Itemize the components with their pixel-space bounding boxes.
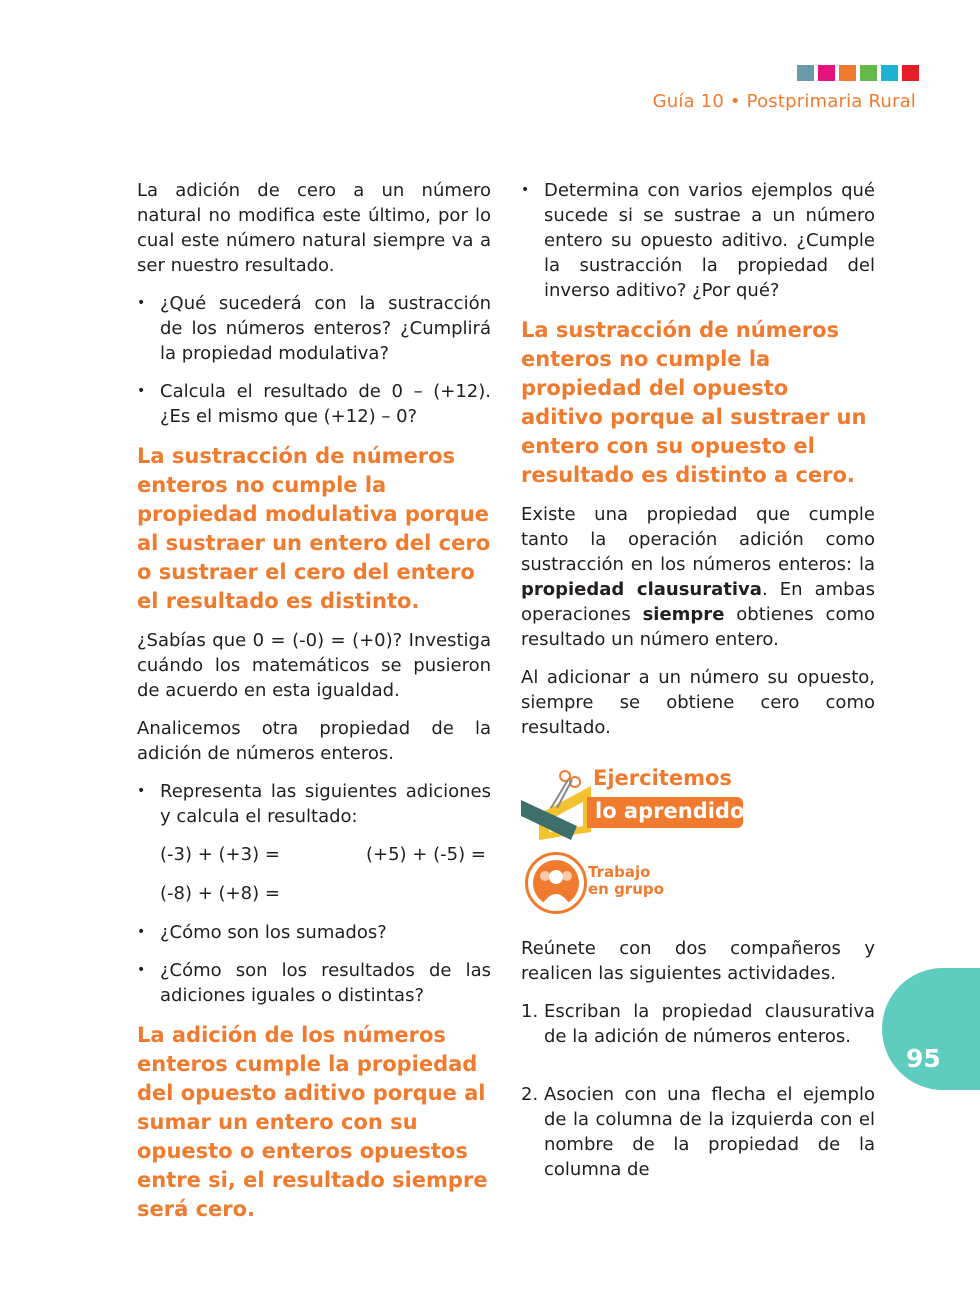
left-column [137, 178, 491, 1236]
bullet-item: • ¿Cómo son los sumados? [137, 920, 491, 945]
highlight-statement: La adición de los números enteros cumple la propiedad del opuesto aditivo porque al sumar un entero con su opuesto o enteros opuestos entre si, el resultado siempre será cero. [137, 1023, 488, 1221]
operation: (+5) + (-5) = [366, 844, 486, 865]
bold-term: propiedad clausurativa [521, 579, 762, 600]
highlight-statement: La sustracción de números enteros no cumple la propiedad modulativa porque al sustraer un entero del cero o sustraer el cero del entero el resultado es distinto. [137, 444, 491, 613]
group-icon [525, 852, 587, 914]
existe-paragraph [521, 502, 875, 652]
bullet-item: • Representa las siguientes adiciones y calcula el resultado: [137, 779, 491, 829]
intro-paragraph: La adición de cero a un número natural no modifica este último, por lo cual este número natural siempre va a ser nuestro resultado. [137, 180, 491, 276]
item-number: 1. [521, 1001, 539, 1022]
color-square [860, 65, 877, 81]
ruler-scissors-icon [521, 764, 591, 844]
item-text: Escriban la propiedad clausurativa de la adición de números enteros. [544, 1001, 875, 1047]
bullet-item: • ¿Qué sucederá con la sustracción de los números enteros? ¿Cumplirá la propiedad modulativa? [137, 291, 491, 366]
guide-title: Guía 10 • Postprimaria Rural [652, 91, 916, 112]
color-square [797, 65, 814, 81]
bullet-item: • Determina con varios ejemplos qué sucede si se sustrae a un número entero su opuesto aditivo. ¿Cumple la sustracción la propiedad del inverso aditivo? ¿Por qué? [521, 178, 875, 303]
reunete-paragraph: Reúnete con dos compañeros y realicen las siguientes actividades. [521, 938, 875, 984]
color-squares-decoration [797, 65, 919, 81]
al-adicionar-paragraph: Al adicionar a un número su opuesto, siempre se obtiene cero como resultado. [521, 667, 875, 738]
item-text: Asocien con una flecha el ejemplo de la columna de la izquierda con el nombre de la propiedad de la columna de [544, 1084, 875, 1180]
operation: (-8) + (+8) = [160, 883, 280, 904]
sabias-paragraph: ¿Sabías que 0 = (-0) = (+0)? Investiga cuándo los matemáticos se pusieron de acuerdo en esta igualdad. [137, 630, 491, 701]
bullet-item: • ¿Cómo son los resultados de las adiciones iguales o distintas? [137, 958, 491, 1008]
numbered-item [521, 1082, 875, 1182]
operations-row [137, 842, 491, 867]
highlight-statement: La sustracción de números enteros no cumple la propiedad del opuesto aditivo porque al sustraer un entero con su opuesto el resultado es distinto a cero. [521, 318, 867, 487]
badge-title-line1: Ejercitemos [593, 766, 732, 790]
existe-text: obtienes como resultado un número entero. [521, 604, 875, 650]
color-square [902, 65, 919, 81]
existe-text: . En ambas operaciones [521, 579, 875, 625]
operations-row [137, 881, 491, 906]
badge-title-line2: lo aprendido [595, 799, 745, 823]
analicemos-paragraph: Analicemos otra propiedad de la adición de números enteros. [137, 718, 491, 764]
group-label-line1: Trabajo [588, 863, 651, 881]
right-column [521, 178, 875, 1195]
bold-term: siempre [642, 604, 725, 625]
existe-text: Existe una propiedad que cumple tanto la operación adición como sustracción en los números enteros: la [521, 504, 875, 575]
color-square [839, 65, 856, 81]
ejercitemos-badge [521, 764, 875, 844]
page-number: 95 [906, 1044, 941, 1073]
trabajo-en-grupo-badge [521, 852, 875, 918]
color-square [818, 65, 835, 81]
numbered-item [521, 999, 875, 1049]
item-number: 2. [521, 1084, 539, 1105]
operation: (-3) + (+3) = [160, 844, 280, 865]
color-square [881, 65, 898, 81]
bullet-item: • Calcula el resultado de 0 – (+12). ¿Es el mismo que (+12) – 0? [137, 379, 491, 429]
group-label-line2: en grupo [588, 880, 664, 898]
